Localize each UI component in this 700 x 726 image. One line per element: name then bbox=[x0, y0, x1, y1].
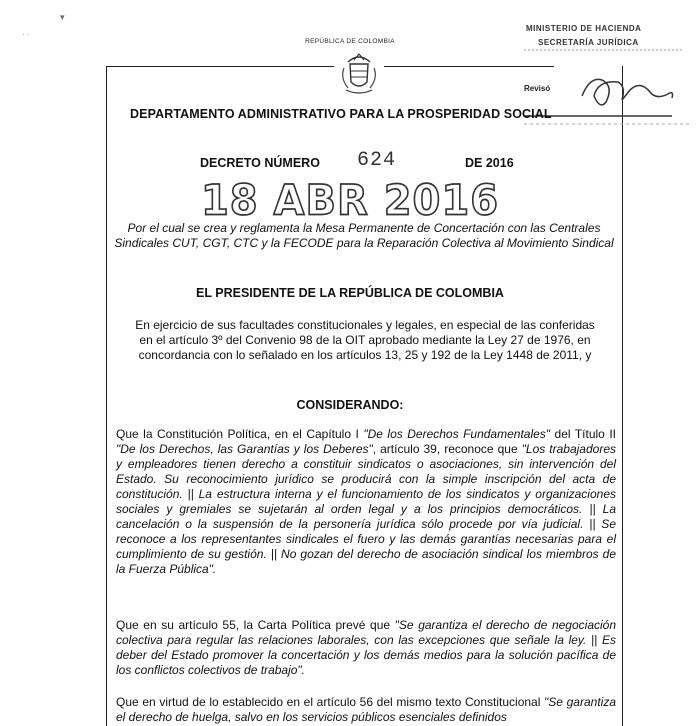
signature-icon bbox=[582, 79, 673, 105]
stamp-ministry: MINISTERIO DE HACIENDA bbox=[526, 24, 642, 33]
p3-intro: Que en virtud de lo establecido en el artículo 56 del mismo texto Constitucional bbox=[116, 695, 545, 709]
colombia-coat-of-arms-icon bbox=[334, 48, 384, 98]
republica-header: REPÚBLICA DE COLOMBIA bbox=[305, 38, 395, 45]
decree-label: DECRETO NÚMERO bbox=[200, 156, 320, 170]
decree-subtitle: Por el cual se crea y reglamenta la Mesa Permanente de Concertación con las Centrales Sindicales CUT, CGT, CTC y la FECODE para la Reparación Colectiva al Movimiento Sindical bbox=[114, 221, 614, 250]
powers-paragraph: En ejercicio de sus facultades constitucionales y legales, en especial de las conferidas en el artículo 3º del Convenio 98 de la OIT aprobado mediante la Ley 27 de 1976, en concordancia con lo señalado en los artículos 13, 25 y 192 de la Ley 1448 de 2011, y bbox=[135, 318, 595, 362]
department-title: DEPARTAMENTO ADMINISTRATIVO PARA LA PROSPERIDAD SOCIAL bbox=[130, 107, 552, 121]
president-heading: EL PRESIDENTE DE LA REPÚBLICA DE COLOMBIA bbox=[196, 286, 504, 300]
stamp-reviewed-label: Revisó bbox=[524, 84, 551, 93]
p1-quote: "Los trabajadores y empleadores tienen derecho a constituir sindicatos o asociaciones, sin intervención del Estado. Su reconocimiento jurídico se producirá con la simple inscripción del acta de constitución. || La estructura interna y el funcionamiento de los sindicatos y organizaciones sociales y gremiales se sujetarán al orden legal y a los principios democráticos. || La cancelación o la suspensión de la personería jurídica sólo procede por vía judicial. || Se reconoce a los representantes sindicales el fuero y las demás garantías necesarias para el cumplimiento de su gestión. || No gozan del derecho de asociación sindical los miembros de la Fuerza Pública". bbox=[116, 442, 616, 576]
frame-right bbox=[622, 66, 623, 726]
frame-left bbox=[106, 66, 107, 726]
decree-year: DE 2016 bbox=[465, 156, 514, 170]
decree-date-stamp: 18 ABR 2016 bbox=[200, 176, 500, 226]
p1-intro: Que la Constitución Política, en el Capítulo I bbox=[116, 427, 364, 441]
decree-number: 624 bbox=[357, 149, 397, 172]
p1-chapter: "De los Derechos Fundamentales" bbox=[363, 427, 551, 441]
margin-mark: ▾ bbox=[60, 12, 65, 22]
stamp-office: SECRETARÍA JURÍDICA bbox=[538, 38, 639, 47]
p1-mid: del Título II bbox=[550, 427, 616, 441]
p3-quote: "Se garantiza el derecho de huelga, salvo en los servicios públicos esenciales definidos bbox=[116, 695, 616, 724]
frame-top-left bbox=[106, 66, 334, 67]
p2-quote: "Se garantiza el derecho de negociación colectiva para regular las relaciones laborales, con las excepciones que señale la ley. || Es deber del Estado promover la concertación y los demás medios para la solución pacífica de los conflictos colectivos de trabajo". bbox=[116, 618, 617, 677]
considering-heading: CONSIDERANDO: bbox=[296, 398, 404, 412]
paragraph-article-55 bbox=[116, 618, 616, 678]
paragraph-article-56 bbox=[116, 695, 616, 725]
p1-mid2: , artículo 39, reconoce que bbox=[372, 442, 522, 456]
margin-speck: · · bbox=[22, 30, 30, 39]
paragraph-article-39 bbox=[116, 427, 616, 577]
p2-intro: Que en su artículo 55, la Carta Política prevé que bbox=[116, 618, 395, 632]
p1-title: "De los Derechos, las Garantías y los Deberes" bbox=[116, 442, 373, 456]
